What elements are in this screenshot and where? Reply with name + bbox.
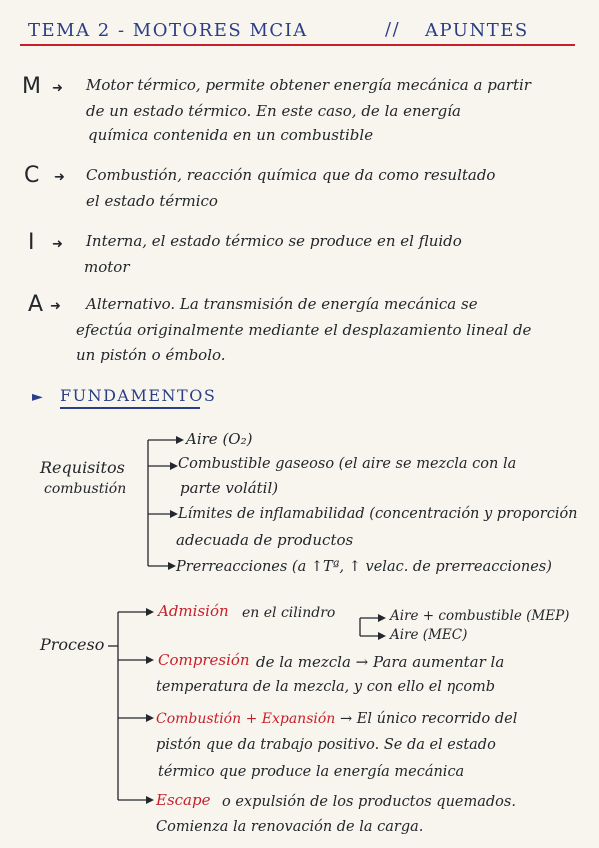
arrow-right-icon: ➜ (54, 170, 65, 185)
definition-i-line-1: Interna, el estado térmico se produce en el fluido (86, 232, 462, 250)
proceso-combustion-title: Combustión + Expansión (156, 711, 336, 727)
proceso-admision-title: Admisión (158, 602, 229, 620)
arrow-right-icon: ➜ (52, 237, 63, 252)
requisitos-label-line-2: combustión (44, 481, 127, 497)
proceso-escape-title: Escape (156, 791, 211, 809)
proceso-combustion-rest: → El único recorrido del (340, 711, 518, 727)
arrow-right-icon: ➜ (52, 81, 63, 96)
definition-letter-a: A (28, 292, 44, 317)
definition-c-line-2: el estado térmico (86, 192, 218, 210)
requisito-combustible-line-1: Combustible gaseoso (el aire se mezcla con la (178, 456, 517, 472)
arrow-right-icon: ➜ (50, 299, 61, 314)
title-separator: // (385, 19, 401, 40)
definition-a-line-1: Alternativo. La transmisión de energía mecánica se (86, 295, 478, 313)
proceso-escape-rest: o expulsión de los productos quemados. (222, 794, 516, 810)
requisito-combustible-line-2: parte volátil) (180, 479, 279, 497)
admision-option-mep: Aire + combustible (MEP) (390, 608, 570, 624)
section-bullet-icon: ► (32, 389, 43, 405)
definition-a-line-2: efectúa originalmente mediante el desplazamiento lineal de (76, 321, 532, 339)
definition-i-line-2: motor (84, 258, 130, 276)
definition-letter-c: C (24, 163, 40, 188)
definition-m-line-2: de un estado térmico. En este caso, de la energía (86, 102, 461, 120)
requisito-prerreacciones: Prerreacciones (a ↑Tª, ↑ velac. de prerreacciones) (176, 559, 552, 575)
proceso-combustion-line-2: pistón que da trabajo positivo. Se da el estado (156, 737, 496, 753)
proceso-label: Proceso (40, 635, 105, 654)
page-subtitle: APUNTES (425, 20, 529, 41)
requisitos-label-line-1: Requisitos (40, 458, 125, 477)
proceso-compresion-rest: de la mezcla → Para aumentar la (256, 653, 505, 671)
definition-letter-m: M (22, 74, 41, 99)
proceso-escape-line-2: Comienza la renovación de la carga. (156, 819, 424, 835)
proceso-admision-rest: en el cilindro (242, 605, 336, 621)
requisito-limites-line-2: adecuada de productos (176, 531, 354, 549)
page-title: TEMA 2 - MOTORES MCIA (28, 20, 308, 41)
definition-c-line-1: Combustión, reacción química que da como resultado (86, 166, 496, 184)
requisito-aire: Aire (O₂) (186, 430, 253, 448)
proceso-combustion-line-3: térmico que produce la energía mecánica (158, 764, 465, 780)
definition-m-line-1: Motor térmico, permite obtener energía mecánica a partir (86, 76, 531, 94)
proceso-compresion-title: Compresión (158, 651, 250, 669)
requisito-limites-line-1: Límites de inflamabilidad (concentración y proporción (178, 506, 578, 522)
section-title: FUNDAMENTOS (60, 386, 217, 405)
definition-letter-i: I (28, 230, 35, 255)
definition-a-line-3: un pistón o émbolo. (76, 346, 226, 364)
proceso-compresion-line-2: temperatura de la mezcla, y con ello el ηcomb (156, 679, 496, 695)
definition-m-line-3: química contenida en un combustible (88, 126, 374, 144)
admision-option-mec: Aire (MEC) (390, 627, 468, 643)
